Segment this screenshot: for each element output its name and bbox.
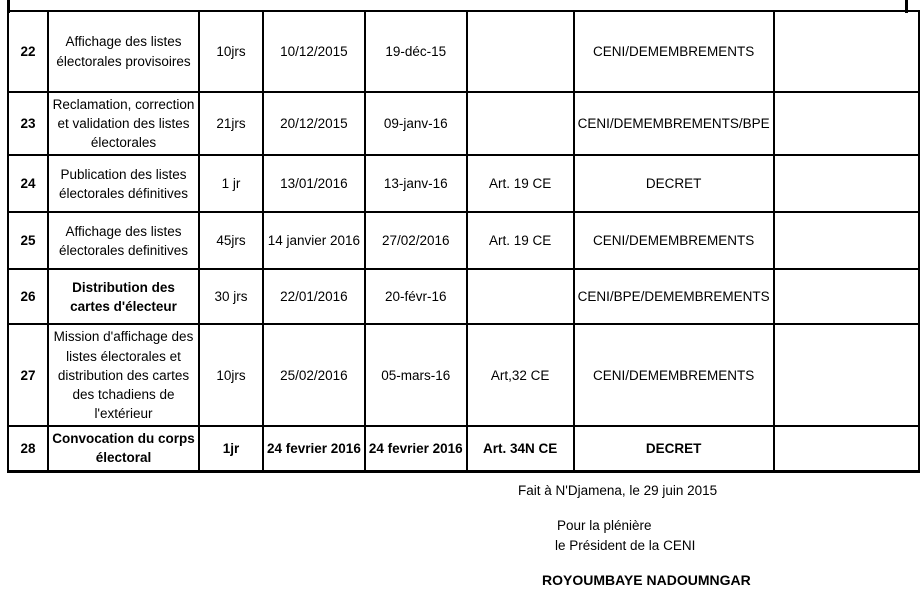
row-number-cell: 23 (8, 92, 48, 155)
start-date-cell: 20/12/2015 (263, 92, 365, 155)
end-date-cell: 13-janv-16 (365, 155, 467, 212)
end-date-cell: 05-mars-16 (365, 324, 467, 426)
table-row (8, 92, 919, 155)
end-date-cell: 24 fevrier 2016 (365, 426, 467, 471)
row-number-cell: 28 (8, 426, 48, 471)
end-date-cell: 09-janv-16 (365, 92, 467, 155)
organization-cell: CENI/DEMEMBREMENTS (574, 324, 774, 426)
table-row (8, 11, 919, 92)
row-number-cell: 22 (8, 11, 48, 92)
organization-cell: DECRET (574, 426, 774, 471)
duration-cell: 10jrs (199, 11, 263, 92)
table-row (8, 324, 919, 426)
description-cell: Publication des listes électorales définitives (48, 155, 199, 212)
footer-plenary-line: Pour la plénière (557, 518, 652, 533)
duration-cell: 10jrs (199, 324, 263, 426)
organization-cell: CENI/DEMEMBREMENTS (574, 212, 774, 269)
description-cell: Affichage des listes électorales provisoires (48, 11, 199, 92)
description-cell: Distribution des cartes d'électeur (48, 269, 199, 324)
description-cell: Mission d'affichage des listes électorales et distribution des cartes des tchadiens de l'extérieur (48, 324, 199, 426)
article-cell (467, 92, 574, 155)
end-date-cell: 19-déc-15 (365, 11, 467, 92)
duration-cell: 30 jrs (199, 269, 263, 324)
start-date-cell: 13/01/2016 (263, 155, 365, 212)
organization-cell: CENI/DEMEMBREMENTS (574, 11, 774, 92)
table-row (8, 212, 919, 269)
remark-cell (774, 92, 919, 155)
organization-cell: CENI/BPE/DEMEMBREMENTS (574, 269, 774, 324)
remark-cell (774, 11, 919, 92)
remark-cell (774, 426, 919, 471)
row-number-cell: 25 (8, 212, 48, 269)
footer-place-date: Fait à N'Djamena, le 29 juin 2015 (518, 483, 718, 498)
calendar-table-body (8, 11, 919, 471)
duration-cell: 45jrs (199, 212, 263, 269)
start-date-cell: 14 janvier 2016 (263, 212, 365, 269)
start-date-cell: 24 fevrier 2016 (263, 426, 365, 471)
remark-cell (774, 212, 919, 269)
table-row (8, 155, 919, 212)
article-cell (467, 269, 574, 324)
footer-president-line: le Président de la CENI (555, 538, 696, 553)
duration-cell: 1 jr (199, 155, 263, 212)
start-date-cell: 22/01/2016 (263, 269, 365, 324)
duration-cell: 21jrs (199, 92, 263, 155)
description-cell: Affichage des listes électorales definitives (48, 212, 199, 269)
remark-cell (774, 155, 919, 212)
article-cell: Art. 19 CE (467, 212, 574, 269)
article-cell (467, 11, 574, 92)
electoral-calendar-table (7, 10, 920, 473)
end-date-cell: 20-févr-16 (365, 269, 467, 324)
row-number-cell: 27 (8, 324, 48, 426)
row-number-cell: 26 (8, 269, 48, 324)
article-cell: Art. 19 CE (467, 155, 574, 212)
remark-cell (774, 269, 919, 324)
footer-signature-name: ROYOUMBAYE NADOUMNGAR (542, 572, 751, 588)
remark-cell (774, 324, 919, 426)
table-row (8, 269, 919, 324)
end-date-cell: 27/02/2016 (365, 212, 467, 269)
start-date-cell: 10/12/2015 (263, 11, 365, 92)
organization-cell: CENI/DEMEMBREMENTS/BPE (574, 92, 774, 155)
description-cell: Reclamation, correction et validation des listes électorales (48, 92, 199, 155)
row-number-cell: 24 (8, 155, 48, 212)
duration-cell: 1jr (199, 426, 263, 471)
article-cell: Art. 34N CE (467, 426, 574, 471)
organization-cell: DECRET (574, 155, 774, 212)
start-date-cell: 25/02/2016 (263, 324, 365, 426)
article-cell: Art,32 CE (467, 324, 574, 426)
table-row (8, 426, 919, 471)
description-cell: Convocation du corps électoral (48, 426, 199, 471)
